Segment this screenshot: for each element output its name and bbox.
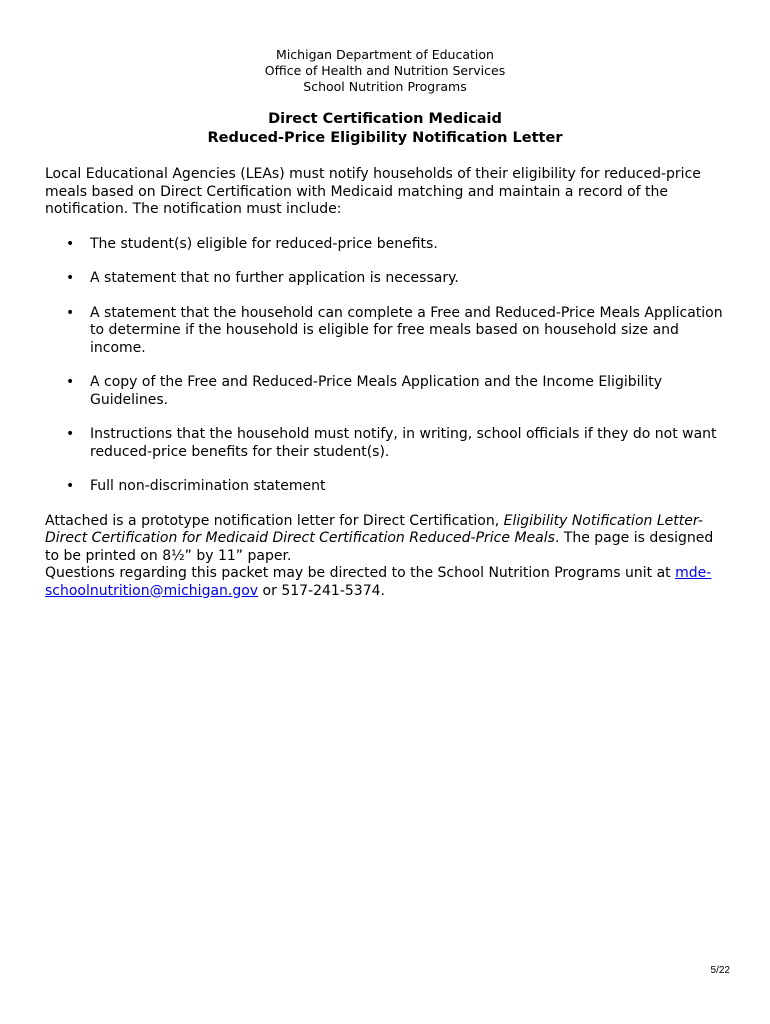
bullet-icon: • — [66, 374, 75, 390]
questions-paragraph — [45, 565, 730, 600]
list-item-text: The student(s) eligible for reduced-price benefits. — [90, 235, 438, 252]
attachment-suffix: . The page is designed to be printed on 8½” by 11” paper. — [45, 530, 714, 564]
list-item-text: A statement that no further application is necessary. — [90, 270, 459, 286]
list-item — [45, 374, 730, 409]
attachment-prefix: Attached is a prototype notification letter for Direct Certification, — [45, 512, 504, 529]
office-name: Office of Health and Nutrition Services — [264, 63, 506, 78]
document-body — [45, 166, 730, 600]
revision-date: 5/22 — [710, 965, 730, 976]
attachment-title: Eligibility Notification Letter-Direct Certification for Medicaid Direct Certification Reduced-Price Meals — [45, 512, 703, 546]
document-title — [0, 110, 770, 148]
title-line-1: Direct Certification Medicaid — [268, 111, 502, 127]
questions-suffix: or 517-241-5374. — [258, 582, 385, 599]
intro-paragraph: Local Educational Agencies (LEAs) must notify households of their eligibility for reduced-price meals based on Direct Certification with Medicaid matching and maintain a record of the notification. The notification must include: — [45, 166, 701, 217]
list-item — [45, 305, 730, 358]
attachment-paragraph — [45, 513, 730, 566]
questions-prefix: Questions regarding this packet may be directed to the School Nutrition Programs unit at — [45, 565, 676, 581]
bullet-icon: • — [66, 235, 75, 252]
list-item-text: A statement that the household can complete a Free and Reduced-Price Meals Application to determine if the household is eligible for free meals based on household size and income. — [90, 304, 723, 356]
title-line-2: Reduced-Price Eligibility Notification Letter — [207, 130, 563, 146]
list-item — [45, 236, 730, 254]
list-item — [45, 270, 730, 288]
agency-name: Michigan Department of Education — [276, 47, 494, 62]
list-item-text: A copy of the Free and Reduced-Price Meals Application and the Income Eligibility Guidelines. — [90, 374, 663, 408]
program-name: School Nutrition Programs — [303, 79, 467, 94]
list-item-text: Full non-discrimination statement — [90, 478, 326, 494]
bullet-icon: • — [66, 478, 75, 494]
bullet-icon: • — [66, 304, 75, 321]
bullet-icon: • — [66, 270, 75, 286]
bullet-icon: • — [66, 426, 75, 442]
list-item — [45, 426, 730, 461]
list-item — [45, 478, 730, 496]
agency-header — [0, 47, 770, 95]
list-item-text: Instructions that the household must notify, in writing, school officials if they do not want reduced-price benefits for their student(s). — [90, 426, 717, 460]
requirements-list — [45, 236, 730, 496]
email-link[interactable]: mde-schoolnutrition@michigan.gov — [45, 565, 712, 599]
